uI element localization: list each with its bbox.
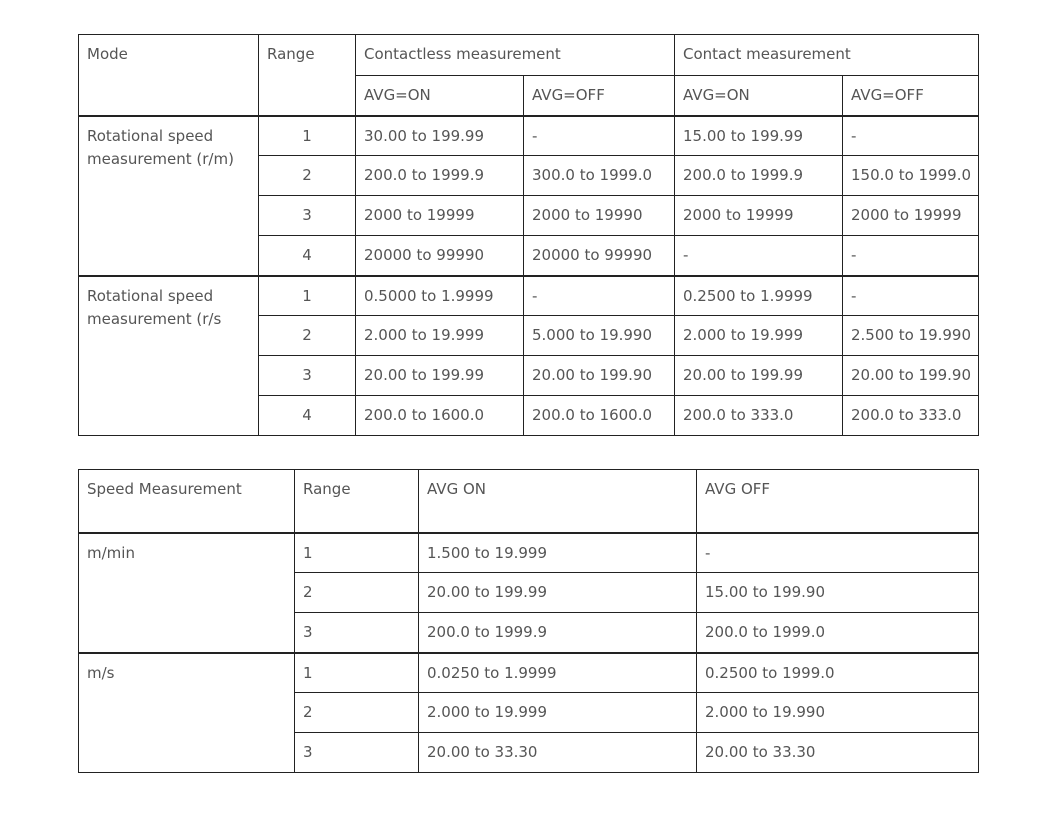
contact-avg-on-cell: 15.00 to 199.99	[675, 116, 843, 156]
avg-on-cell: 20.00 to 33.30	[419, 733, 697, 773]
contact-avg-on-cell: 20.00 to 199.99	[675, 356, 843, 396]
header-contact-avg-on: AVG=ON	[675, 76, 843, 116]
contact-avg-on-cell: 0.2500 to 1.9999	[675, 276, 843, 316]
range-cell: 2	[259, 316, 356, 356]
contact-avg-off-cell: 200.0 to 333.0	[843, 396, 979, 436]
table-row	[79, 276, 979, 316]
table-row	[79, 116, 979, 156]
avg-off-cell: 200.0 to 1999.0	[697, 613, 979, 653]
contact-avg-on-cell: 2000 to 19999	[675, 196, 843, 236]
range-cell: 2	[295, 573, 419, 613]
unit-cell: m/s	[79, 653, 295, 773]
table-header-row	[79, 470, 979, 533]
contact-avg-on-cell: 200.0 to 1999.9	[675, 156, 843, 196]
header-avg-off: AVG OFF	[697, 470, 979, 533]
range-cell: 1	[295, 533, 419, 573]
range-cell: 3	[295, 733, 419, 773]
avg-off-cell: 15.00 to 199.90	[697, 573, 979, 613]
avg-off-cell: 0.2500 to 1999.0	[697, 653, 979, 693]
contactless-avg-off-cell: 20.00 to 199.90	[524, 356, 675, 396]
contact-avg-off-cell: -	[843, 276, 979, 316]
contact-avg-on-cell: 2.000 to 19.999	[675, 316, 843, 356]
avg-on-cell: 20.00 to 199.99	[419, 573, 697, 613]
contactless-avg-on-cell: 200.0 to 1999.9	[356, 156, 524, 196]
contact-avg-off-cell: 2.500 to 19.990	[843, 316, 979, 356]
contactless-avg-on-cell: 0.5000 to 1.9999	[356, 276, 524, 316]
contactless-avg-on-cell: 200.0 to 1600.0	[356, 396, 524, 436]
avg-off-cell: 2.000 to 19.990	[697, 693, 979, 733]
header-range: Range	[295, 470, 419, 533]
header-range: Range	[259, 35, 356, 116]
range-cell: 3	[259, 196, 356, 236]
header-contactless-avg-off: AVG=OFF	[524, 76, 675, 116]
range-cell: 1	[295, 653, 419, 693]
contactless-avg-off-cell: -	[524, 276, 675, 316]
contactless-avg-off-cell: 300.0 to 1999.0	[524, 156, 675, 196]
header-contact-avg-off: AVG=OFF	[843, 76, 979, 116]
contactless-avg-on-cell: 20.00 to 199.99	[356, 356, 524, 396]
range-cell: 4	[259, 236, 356, 276]
range-cell: 2	[259, 156, 356, 196]
header-contactless-avg-on: AVG=ON	[356, 76, 524, 116]
header-contact: Contact measurement	[675, 35, 979, 76]
contactless-avg-off-cell: 200.0 to 1600.0	[524, 396, 675, 436]
range-cell: 1	[259, 116, 356, 156]
unit-cell: m/min	[79, 533, 295, 653]
header-contactless: Contactless measurement	[356, 35, 675, 76]
contactless-avg-off-cell: 20000 to 99990	[524, 236, 675, 276]
mode-cell: Rotational speed measurement (r/s	[79, 276, 259, 436]
header-avg-on: AVG ON	[419, 470, 697, 533]
contact-avg-off-cell: 20.00 to 199.90	[843, 356, 979, 396]
avg-off-cell: 20.00 to 33.30	[697, 733, 979, 773]
avg-on-cell: 2.000 to 19.999	[419, 693, 697, 733]
mode-cell: Rotational speed measurement (r/m)	[79, 116, 259, 276]
table-row	[79, 533, 979, 573]
linear-speed-table	[78, 469, 979, 773]
avg-off-cell: -	[697, 533, 979, 573]
table-header-row	[79, 35, 979, 76]
contact-avg-on-cell: -	[675, 236, 843, 276]
contact-avg-off-cell: -	[843, 116, 979, 156]
range-cell: 4	[259, 396, 356, 436]
rotational-speed-table	[78, 34, 979, 436]
contactless-avg-off-cell: 2000 to 19990	[524, 196, 675, 236]
contact-avg-off-cell: -	[843, 236, 979, 276]
avg-on-cell: 200.0 to 1999.9	[419, 613, 697, 653]
contactless-avg-on-cell: 2000 to 19999	[356, 196, 524, 236]
header-speed-measurement: Speed Measurement	[79, 470, 295, 533]
contact-avg-on-cell: 200.0 to 333.0	[675, 396, 843, 436]
contactless-avg-on-cell: 30.00 to 199.99	[356, 116, 524, 156]
contactless-avg-off-cell: -	[524, 116, 675, 156]
range-cell: 2	[295, 693, 419, 733]
contactless-avg-on-cell: 20000 to 99990	[356, 236, 524, 276]
contactless-avg-off-cell: 5.000 to 19.990	[524, 316, 675, 356]
range-cell: 3	[259, 356, 356, 396]
range-cell: 3	[295, 613, 419, 653]
contact-avg-off-cell: 150.0 to 1999.0	[843, 156, 979, 196]
range-cell: 1	[259, 276, 356, 316]
avg-on-cell: 0.0250 to 1.9999	[419, 653, 697, 693]
table-row	[79, 653, 979, 693]
avg-on-cell: 1.500 to 19.999	[419, 533, 697, 573]
contact-avg-off-cell: 2000 to 19999	[843, 196, 979, 236]
header-mode: Mode	[79, 35, 259, 116]
contactless-avg-on-cell: 2.000 to 19.999	[356, 316, 524, 356]
